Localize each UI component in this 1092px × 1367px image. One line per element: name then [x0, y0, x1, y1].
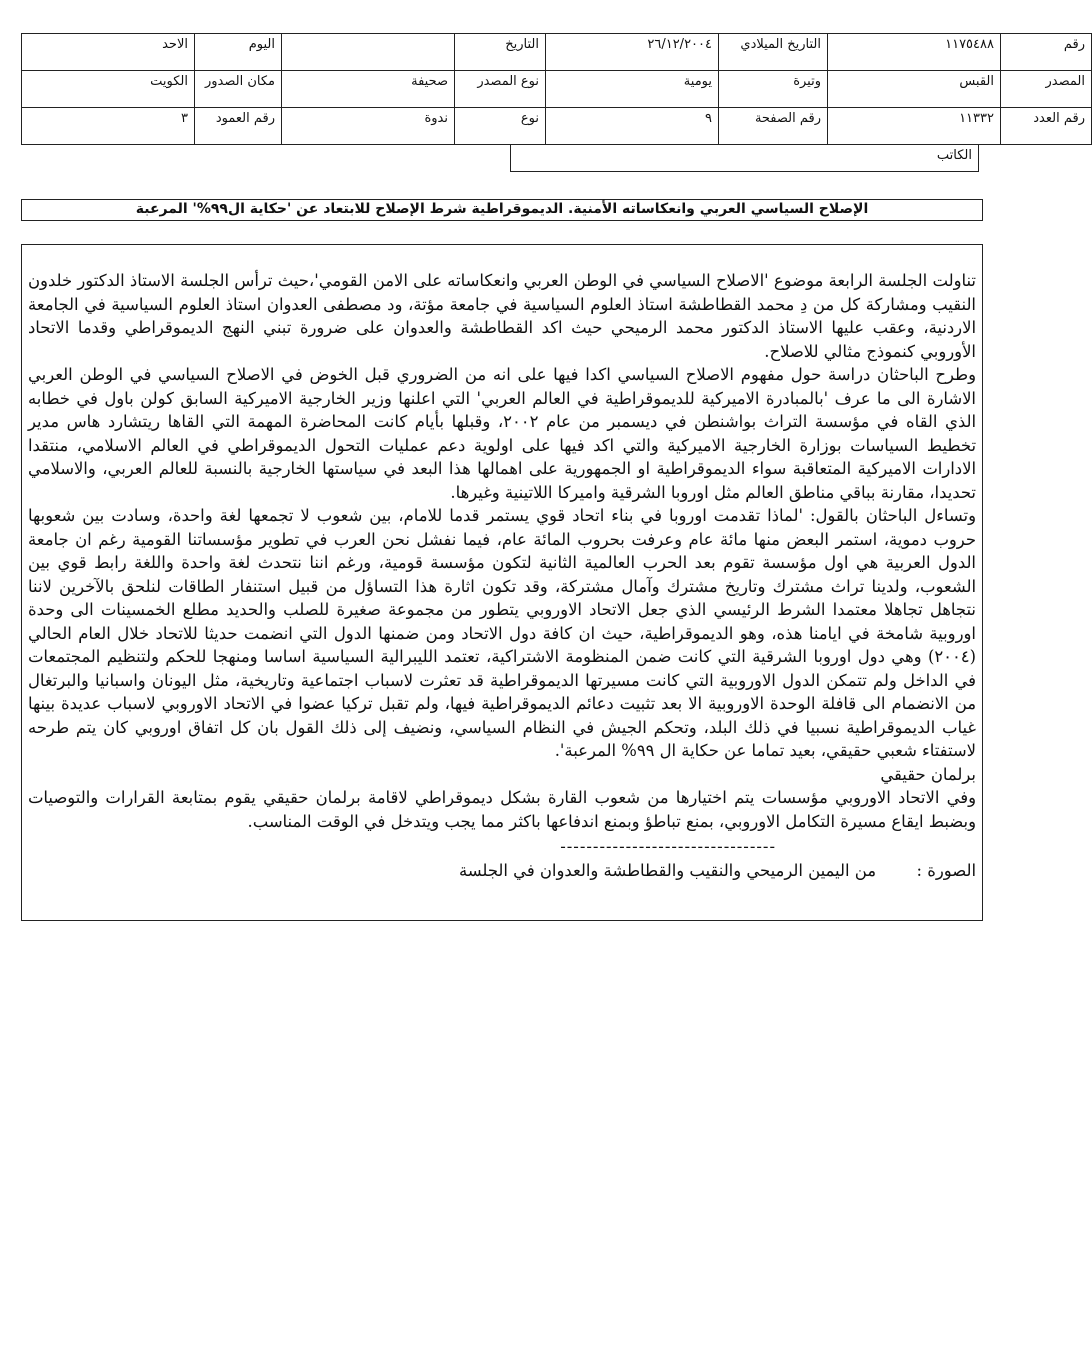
day-label: اليوم	[195, 34, 282, 71]
separator-line: ---------------------------------	[560, 837, 776, 856]
source-type-label: نوع المصدر	[455, 71, 546, 108]
page-label: رقم الصفحة	[719, 108, 828, 145]
metadata-table	[21, 33, 1092, 145]
number-label: رقم	[1001, 34, 1092, 71]
column-value: ٣	[22, 108, 195, 145]
issue-value: ١١٣٣٢	[828, 108, 1001, 145]
place-value: الكويت	[22, 71, 195, 108]
article-paragraph: وتساءل الباحثان بالقول: 'لماذا تقدمت اوروبا في بناء اتحاد قوي يستمر قدما للامام، بين شعوب لا تجمعها لغة واحدة، وسادت بين شعوبها حروب دموية، استمر البعض منها مائة عام وعرفت بحروب المائة عام، فيما نفشل نحن العرب في تطوير مؤسساتنا القومية رغم ان جامعة الدول العربية هي اول مؤسسة تقوم بعد الحرب العالمية الثانية لتكون مؤسسة قومية، ورغم اننا نتحدث لغة واحدة واللغة رابط قوي بين الشعوب، ولدينا تراث مشترك وتاريخ مشترك وآمال مشتركة، وقد تكون اثارة هذا التساؤل من قبيل استنفار الطاقات لنلحق بالآخرين لاننا نتجاهل تجاهلا معتمدا الشرط الرئيسي الذي جعل الاتحاد الاوروبي يتطور من مجموعة صغيرة للصلب والحديد مطلع الخمسينات الى وحدة اوروبية شامخة في ايامنا هذه، وهو الديموقراطية، حيث ان كافة دول الاتحاد ومن ضمنها الدول التي انضمت حديثا للاتحاد خلال العام الحالي (٢٠٠٤) وهي دول اوروبا الشرقية التي كانت ضمن المنظومة الاشتراكية، تعتمد الليبرالية السياسية اساسا ومنهجا للحكم ولتنظيم المجتمعات في الداخل ولم تتمكن الدول الاوروبية التي كانت مسيرتها الديموقراطية قد تعثرت لاسباب اجتماعية وتاريخية، مثل اليونان واسبانيا والبرتغال من الانضمام الى قافلة الوحدة الاوروبية الا بعد تثبيت دعائم الديموقراطية فيها، ولم تقبل تركيا عضوا في الاتحاد الاوروبي لاسباب عديدة بينها غياب الديموقراطية نسبيا في ذلك البلد، وتحكم الجيش في النظام السياسي، ونضيف إلى ذلك القول بان كل اتفاق اوروبي كان يتم طرحه لاستفتاء شعبي حقيقي، بعيد تماما عن حكاية ال ٩٩% المرعبة'.	[28, 506, 976, 760]
number-value: ١١٧٥٤٨٨	[828, 34, 1001, 71]
date-gregorian-value: ٢٦/١٢/٢٠٠٤	[546, 34, 719, 71]
date-value	[282, 34, 455, 71]
frequency-label: وتيرة	[719, 71, 828, 108]
source-type-value: صحيفة	[282, 71, 455, 108]
photo-caption	[28, 859, 976, 883]
source-value: القبس	[828, 71, 1001, 108]
article-subheading: برلمان حقيقي	[880, 764, 976, 784]
issue-label: رقم العدد	[1001, 108, 1092, 145]
article-paragraph: تناولت الجلسة الرابعة موضوع 'الاصلاح السياسي في الوطن العربي وانعكاساته على الامن القومي'،حيث ترأس الجلسة الاستاذ الدكتور خلدون النقيب ومشاركة كل من دِ محمد القطاطشة استاذ العلوم السياسية في جامعة مؤتة، ود مصطفى العدوان استاذ العلوم السياسية في الجامعة الاردنية، وعقب عليها الاستاذ الدكتور محمد الرميحي حيث اكد القطاطشة والعدوان على ضرورة تبني النهج الديموقراطي وقدما الاتحاد الأوروبي كنموذج مثالي للاصلاح.	[28, 271, 976, 361]
caption-label: الصورة :	[916, 860, 976, 880]
page-value: ٩	[546, 108, 719, 145]
writer-field	[510, 144, 979, 172]
place-label: مكان الصدور	[195, 71, 282, 108]
article-headline: الإصلاح السياسي العربي وانعكاساته الأمنية. الديموقراطية شرط الإصلاح للابتعاد عن 'حكاية ال٩٩%' المرعبة	[21, 199, 983, 221]
frequency-value: يومية	[546, 71, 719, 108]
column-label: رقم العمود	[195, 108, 282, 145]
article-paragraph: وطرح الباحثان دراسة حول مفهوم الاصلاح السياسي اكدا فيها على انه من الضروري قبل الخوض في الاصلاح السياسي في الوطن العربي الاشارة الى ما عرف 'بالمبادرة الاميركية للديموقراطية في العالم العربي' التي اعلنها وزير الخارجية الاميركية السابق كولن باول في خطابه الذي القاه في مؤسسة التراث بواشنطن في ديسمبر من عام ٢٠٠٢، وقبلها بأيام كانت المحاضرة المهمة التي القاها ريتشارد هاس مدير تخطيط السياسات بوزارة الخارجية الاميركية والتي اكد فيها على اولوية دعم عمليات التحول الديموقراطي في العالم الاسلامي، منتقدا الادارات الاميركية المتعاقبة سواء الديموقراطية او الجمهورية على اهمالها هذا البعد في سياستها الخارجية بالنسبة للعالم العربي، والاسلامي تحديدا، مقارنة بباقي مناطق العالم مثل اوروبا الشرقية واميركا اللاتينية وغيرها.	[28, 365, 976, 502]
type-label: نوع	[455, 108, 546, 145]
article-body	[21, 244, 983, 921]
day-value: الاحد	[22, 34, 195, 71]
caption-text: من اليمين الرميحي والنقيب والقطاطشة والعدوان في الجلسة	[458, 860, 876, 880]
article-paragraph: وفي الاتحاد الاوروبي مؤسسات يتم اختيارها من شعوب القارة بشكل ديموقراطي لاقامة برلمان حقيقي يقوم بمتابعة القرارات والتوصيات وبضبط ايقاع مسيرة التكامل الاوروبي، بمنع تباطؤ وبمنع اندفاعها باكثر مما يجب ويتدخل في الوقت المناسب.	[28, 788, 976, 831]
writer-label: الكاتب	[936, 148, 972, 163]
type-value: ندوة	[282, 108, 455, 145]
source-label: المصدر	[1001, 71, 1092, 108]
date-label: التاريخ	[455, 34, 546, 71]
date-gregorian-label: التاريخ الميلادي	[719, 34, 828, 71]
